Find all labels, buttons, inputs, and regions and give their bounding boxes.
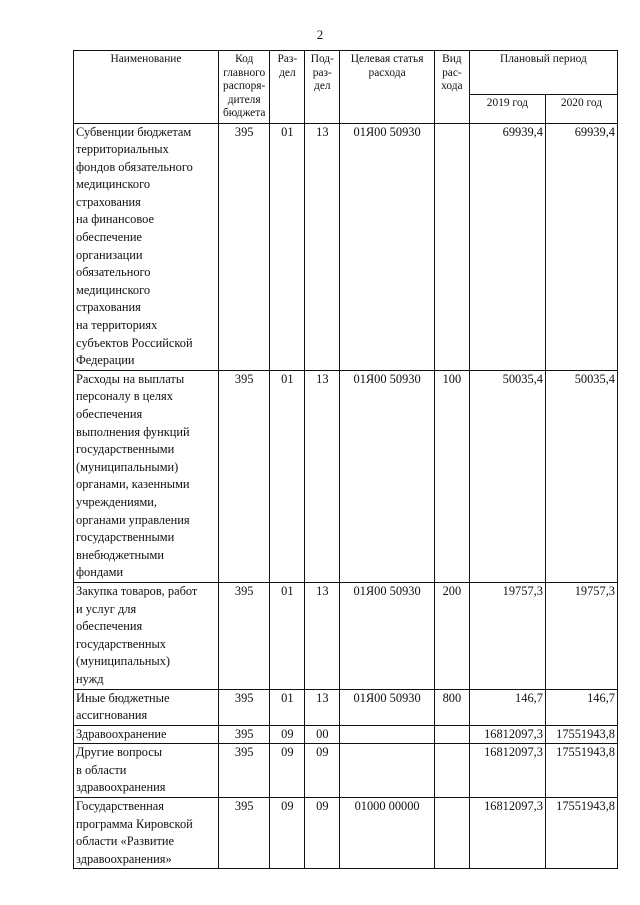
cell-code: 395 — [218, 689, 269, 725]
cell-subsection: 13 — [305, 582, 340, 689]
cell-article — [340, 744, 435, 798]
header-name: Наименование — [74, 51, 219, 124]
table-row — [74, 582, 618, 689]
cell-name: Государственная программа Кировской области «Развитие здравоохранения» — [74, 798, 219, 869]
cell-section: 01 — [270, 370, 305, 582]
cell-article: 01000 00000 — [340, 798, 435, 869]
cell-name: Закупка товаров, работ и услуг для обеспечения государственных (муниципальных) нужд — [74, 582, 219, 689]
cell-subsection: 13 — [305, 370, 340, 582]
cell-name: Здравоохранение — [74, 725, 219, 744]
cell-2019: 50035,4 — [469, 370, 545, 582]
table-row — [74, 689, 618, 725]
cell-subsection: 00 — [305, 725, 340, 744]
cell-name: Расходы на выплаты персоналу в целях обеспечения выполнения функций государственными (муниципальными) органами, казенными учреждениями, органами управления государственными внебюджетными фондами — [74, 370, 219, 582]
cell-2019: 16812097,3 — [469, 798, 545, 869]
table-row — [74, 725, 618, 744]
budget-table — [73, 50, 618, 869]
cell-article: 01Я00 50930 — [340, 370, 435, 582]
header-year-2020: 2020 год — [545, 94, 617, 123]
table-row — [74, 744, 618, 798]
cell-2019: 16812097,3 — [469, 744, 545, 798]
cell-name: Другие вопросы в области здравоохранения — [74, 744, 219, 798]
cell-kind: 800 — [434, 689, 469, 725]
cell-2020: 69939,4 — [545, 123, 617, 370]
cell-kind: 200 — [434, 582, 469, 689]
header-period: Плановый период — [469, 51, 617, 95]
cell-section: 09 — [270, 798, 305, 869]
cell-2020: 19757,3 — [545, 582, 617, 689]
table-row — [74, 123, 618, 370]
cell-code: 395 — [218, 370, 269, 582]
cell-2019: 16812097,3 — [469, 725, 545, 744]
cell-code: 395 — [218, 582, 269, 689]
cell-2020: 17551943,8 — [545, 744, 617, 798]
cell-article — [340, 725, 435, 744]
cell-subsection: 09 — [305, 798, 340, 869]
cell-section: 09 — [270, 725, 305, 744]
cell-article: 01Я00 50930 — [340, 582, 435, 689]
cell-2019: 19757,3 — [469, 582, 545, 689]
header-code: Код главного распоря-дителя бюджета — [218, 51, 269, 124]
cell-2020: 17551943,8 — [545, 725, 617, 744]
table-header — [74, 51, 618, 124]
cell-subsection: 13 — [305, 123, 340, 370]
cell-2020: 17551943,8 — [545, 798, 617, 869]
header-subsection: Под-раз-дел — [305, 51, 340, 124]
cell-subsection: 09 — [305, 744, 340, 798]
cell-code: 395 — [218, 798, 269, 869]
header-kind: Вид рас-хода — [434, 51, 469, 124]
cell-section: 01 — [270, 123, 305, 370]
table-row — [74, 798, 618, 869]
cell-2019: 146,7 — [469, 689, 545, 725]
page-number: 2 — [316, 27, 324, 42]
header-article: Целевая статья расхода — [340, 51, 435, 124]
cell-2020: 146,7 — [545, 689, 617, 725]
cell-kind — [434, 725, 469, 744]
cell-code: 395 — [218, 725, 269, 744]
cell-article: 01Я00 50930 — [340, 689, 435, 725]
cell-2020: 50035,4 — [545, 370, 617, 582]
header-section: Раз-дел — [270, 51, 305, 124]
cell-section: 09 — [270, 744, 305, 798]
table-row — [74, 370, 618, 582]
table-body — [74, 123, 618, 869]
cell-code: 395 — [218, 744, 269, 798]
cell-kind — [434, 123, 469, 370]
header-year-2019: 2019 год — [469, 94, 545, 123]
cell-article: 01Я00 50930 — [340, 123, 435, 370]
cell-code: 395 — [218, 123, 269, 370]
cell-kind — [434, 744, 469, 798]
cell-subsection: 13 — [305, 689, 340, 725]
cell-name: Субвенции бюджетам территориальных фондов обязательного медицинского страхования на финансовое обеспечение организации обязательного медицинского страхования на территориях субъектов Российской Федерации — [74, 123, 219, 370]
cell-section: 01 — [270, 582, 305, 689]
cell-kind — [434, 798, 469, 869]
cell-section: 01 — [270, 689, 305, 725]
cell-2019: 69939,4 — [469, 123, 545, 370]
cell-kind: 100 — [434, 370, 469, 582]
cell-name: Иные бюджетные ассигнования — [74, 689, 219, 725]
